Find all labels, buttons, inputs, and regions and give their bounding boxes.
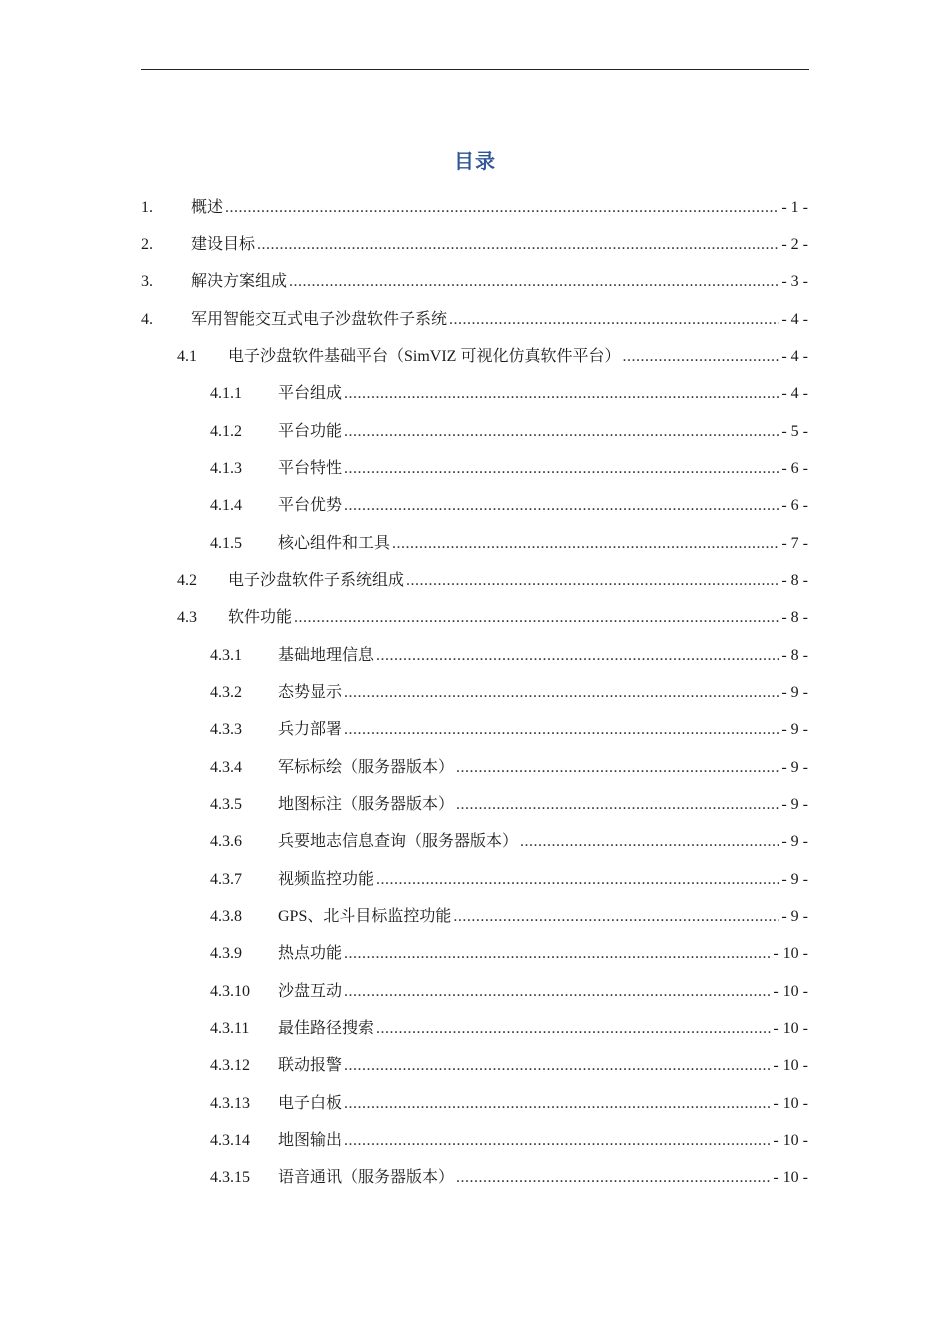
toc-entry[interactable] — [141, 194, 808, 218]
toc-entry-page: - 10 - — [773, 1169, 808, 1186]
toc-entry[interactable] — [141, 306, 808, 330]
toc-leader-dots — [622, 347, 779, 367]
toc-entry-page: - 4 - — [781, 348, 808, 365]
toc-entry[interactable] — [210, 903, 808, 927]
toc-entry-number: 4.3.10 — [210, 983, 250, 1000]
toc-entry-number: 4.3.2 — [210, 684, 242, 701]
toc-leader-dots — [344, 422, 779, 442]
toc-leader-dots — [225, 198, 779, 218]
toc-entry-number: 4.3 — [177, 609, 197, 626]
toc-entry-page: - 8 - — [781, 609, 808, 626]
toc-entry-number: 4.3.5 — [210, 796, 242, 813]
toc-entry-page: - 5 - — [781, 423, 808, 440]
toc-entry[interactable] — [210, 530, 808, 554]
toc-entry-page: - 6 - — [781, 497, 808, 514]
toc-entry-title: 态势显示 — [278, 684, 343, 701]
toc-entry-page: - 4 - — [781, 311, 808, 328]
toc-entry-page: - 9 - — [781, 721, 808, 738]
toc-entry-page: - 10 - — [773, 945, 808, 962]
toc-entry-title: 军用智能交互式电子沙盘软件子系统 — [191, 311, 448, 328]
toc-title: 目录 — [454, 149, 496, 173]
toc-entry-title: 热点功能 — [278, 945, 343, 962]
toc-entry[interactable] — [177, 567, 808, 591]
toc-leader-dots — [520, 832, 779, 852]
toc-leader-dots — [294, 608, 779, 628]
toc-leader-dots — [449, 310, 779, 330]
toc-entry-title: 语音通讯（服务器版本） — [278, 1169, 455, 1186]
toc-entry-page: - 9 - — [781, 759, 808, 776]
toc-entry-title: 地图标注（服务器版本） — [278, 796, 455, 813]
toc-entry-title: 解决方案组成 — [191, 273, 288, 290]
toc-entry-number: 4.3.8 — [210, 908, 242, 925]
toc-entry-page: - 6 - — [781, 460, 808, 477]
toc-entry[interactable] — [210, 1015, 808, 1039]
toc-entry-number: 4.3.12 — [210, 1057, 250, 1074]
toc-entry[interactable] — [177, 343, 808, 367]
toc-entry[interactable] — [210, 380, 808, 404]
toc-entry-number: 4.3.11 — [210, 1020, 250, 1037]
toc-leader-dots — [376, 646, 779, 666]
toc-entry-number: 4.3.3 — [210, 721, 242, 738]
toc-entry-number: 4.3.4 — [210, 759, 242, 776]
toc-entry-page: - 9 - — [781, 908, 808, 925]
toc-entry[interactable] — [210, 940, 808, 964]
toc-leader-dots — [453, 907, 779, 927]
toc-entry-title: 平台组成 — [278, 385, 343, 402]
toc-leader-dots — [406, 571, 779, 591]
toc-entry-number: 4.1.5 — [210, 535, 242, 552]
toc-entry[interactable] — [210, 1052, 808, 1076]
toc-leader-dots — [344, 384, 779, 404]
toc-entry-title: 平台特性 — [278, 460, 343, 477]
toc-leader-dots — [456, 1168, 771, 1188]
toc-entry[interactable] — [210, 642, 808, 666]
toc-leader-dots — [344, 459, 779, 479]
toc-entry-number: 4.2 — [177, 572, 197, 589]
toc-entry[interactable] — [210, 791, 808, 815]
toc-entry-page: - 1 - — [781, 199, 808, 216]
toc-entry-number: 3. — [141, 273, 153, 290]
toc-entry-page: - 9 - — [781, 833, 808, 850]
toc-entry[interactable] — [210, 418, 808, 442]
toc-entry-title: 软件功能 — [228, 609, 293, 626]
toc-entry-title: 视频监控功能 — [278, 871, 375, 888]
toc-entry-number: 4.3.13 — [210, 1095, 250, 1112]
toc-entry-title: 建设目标 — [191, 236, 256, 253]
toc-leader-dots — [392, 534, 779, 554]
toc-entry[interactable] — [210, 716, 808, 740]
toc-entry[interactable] — [210, 978, 808, 1002]
toc-entry-number: 4.1.1 — [210, 385, 242, 402]
toc-entry-number: 4.3.7 — [210, 871, 242, 888]
toc-entry-title: 兵力部署 — [278, 721, 343, 738]
toc-entry[interactable] — [210, 1127, 808, 1151]
toc-leader-dots — [376, 1019, 771, 1039]
toc-entry-title: 地图输出 — [278, 1132, 343, 1149]
toc-entry-page: - 3 - — [781, 273, 808, 290]
toc-entry-title: 电子沙盘软件基础平台（SimVIZ 可视化仿真软件平台） — [228, 348, 621, 365]
toc-entry[interactable] — [210, 866, 808, 890]
toc-entry-number: 4.1.4 — [210, 497, 242, 514]
toc-entry-title: 平台优势 — [278, 497, 343, 514]
toc-entry-page: - 8 - — [781, 647, 808, 664]
toc-entry-number: 4.3.6 — [210, 833, 242, 850]
toc-leader-dots — [344, 496, 779, 516]
toc-entry-page: - 9 - — [781, 796, 808, 813]
toc-leader-dots — [344, 1131, 771, 1151]
toc-entry-page: - 10 - — [773, 1095, 808, 1112]
toc-leader-dots — [257, 235, 779, 255]
toc-entry-title: 兵要地志信息查询（服务器版本） — [278, 833, 519, 850]
toc-entry-title: 电子白板 — [278, 1095, 343, 1112]
toc-leader-dots — [344, 982, 771, 1002]
toc-entry-number: 4.3.15 — [210, 1169, 250, 1186]
toc-entry-title: 电子沙盘软件子系统组成 — [228, 572, 405, 589]
toc-entry[interactable] — [141, 268, 808, 292]
toc-entry-page: - 9 - — [781, 684, 808, 701]
toc-leader-dots — [376, 870, 779, 890]
toc-entry-title: 联动报警 — [278, 1057, 343, 1074]
toc-entry-number: 4.1 — [177, 348, 197, 365]
toc-entry-title: 基础地理信息 — [278, 647, 375, 664]
toc-entry-page: - 8 - — [781, 572, 808, 589]
toc-leader-dots — [344, 1056, 771, 1076]
toc-leader-dots — [456, 795, 779, 815]
toc-entry-title: GPS、北斗目标监控功能 — [278, 908, 452, 925]
toc-entry-number: 2. — [141, 236, 153, 253]
toc-entry-number: 4.3.9 — [210, 945, 242, 962]
toc-leader-dots — [344, 720, 779, 740]
toc-entry-title: 平台功能 — [278, 423, 343, 440]
toc-entry-page: - 4 - — [781, 385, 808, 402]
header-rule — [141, 69, 809, 70]
toc-entry[interactable] — [210, 455, 808, 479]
toc-entry[interactable] — [210, 1164, 808, 1188]
toc-entry[interactable] — [210, 1090, 808, 1114]
toc-entry-page: - 10 - — [773, 1057, 808, 1074]
toc-entry[interactable] — [210, 754, 808, 778]
toc-leader-dots — [456, 758, 779, 778]
toc-entry-page: - 10 - — [773, 1020, 808, 1037]
toc-leader-dots — [289, 272, 779, 292]
toc-entry-page: - 9 - — [781, 871, 808, 888]
toc-entry-page: - 2 - — [781, 236, 808, 253]
toc-entry-number: 4.3.1 — [210, 647, 242, 664]
toc-entry[interactable] — [141, 231, 808, 255]
toc-entry[interactable] — [210, 492, 808, 516]
toc-entry-number: 4. — [141, 311, 153, 328]
toc-entry-title: 核心组件和工具 — [278, 535, 391, 552]
toc-entry-number: 4.3.14 — [210, 1132, 250, 1149]
toc-entry-page: - 10 - — [773, 1132, 808, 1149]
toc-entry-title: 军标标绘（服务器版本） — [278, 759, 455, 776]
toc-leader-dots — [344, 944, 771, 964]
toc-entry-page: - 7 - — [781, 535, 808, 552]
toc-entry[interactable] — [210, 679, 808, 703]
toc-entry[interactable] — [210, 828, 808, 852]
toc-entry-title: 概述 — [191, 199, 224, 216]
toc-entry-page: - 10 - — [773, 983, 808, 1000]
toc-entry[interactable] — [177, 604, 808, 628]
toc-entry-number: 4.1.2 — [210, 423, 242, 440]
toc-leader-dots — [344, 683, 779, 703]
toc-entry-number: 4.1.3 — [210, 460, 242, 477]
toc-entry-title: 最佳路径搜索 — [278, 1020, 375, 1037]
toc-entry-title: 沙盘互动 — [278, 983, 343, 1000]
toc-leader-dots — [344, 1094, 771, 1114]
toc-entry-number: 1. — [141, 199, 153, 216]
